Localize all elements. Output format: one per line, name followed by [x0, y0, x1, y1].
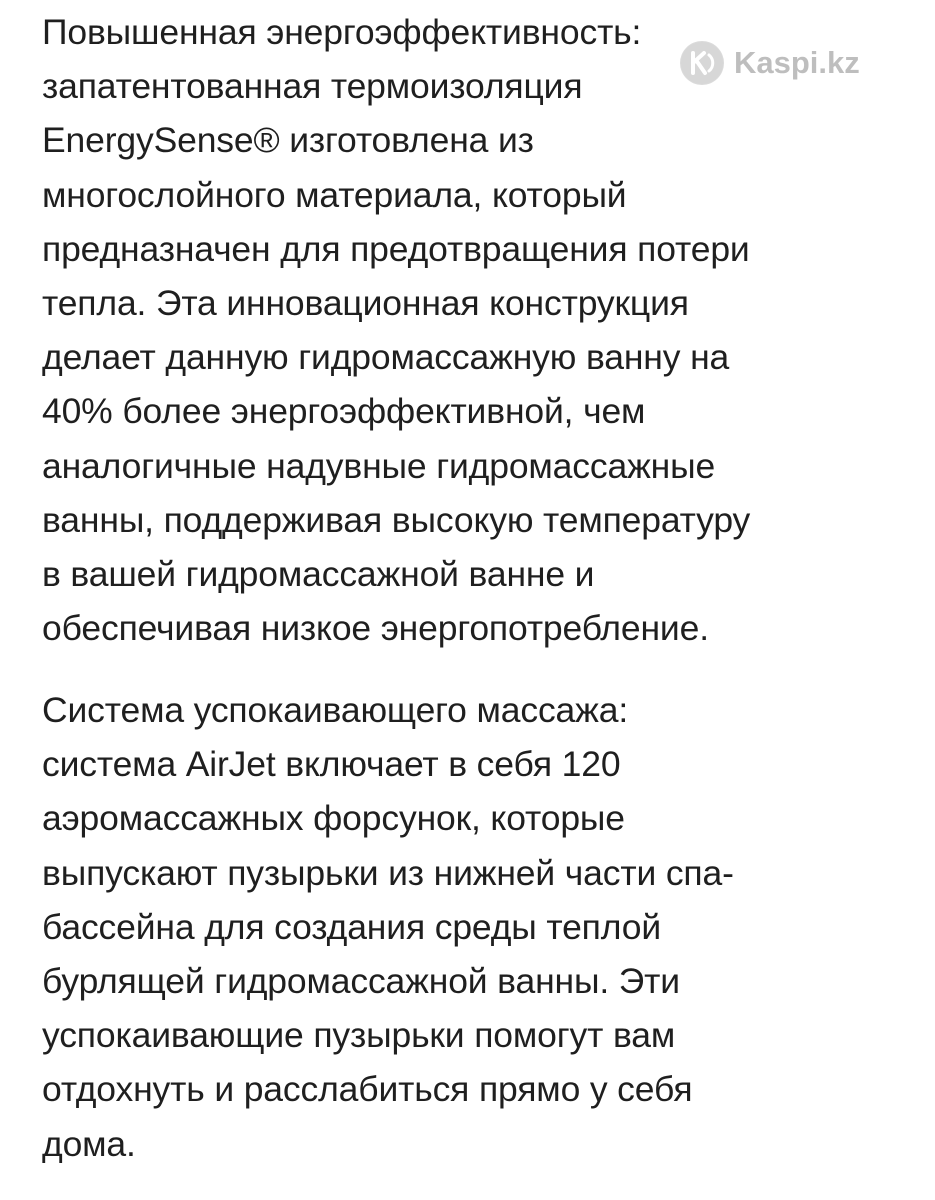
text-line: выпускают пузырьки из нижней части спа- — [42, 852, 734, 893]
text-line: ванны, поддерживая высокую температуру — [42, 499, 751, 540]
text-line: Повышенная энергоэффективность: — [42, 12, 642, 52]
text-line: запатентованная термоизоляция — [42, 66, 583, 107]
text-line: система AirJet включает в себя 120 — [42, 744, 621, 785]
text-line: аэромассажных форсунок, которые — [42, 798, 625, 839]
paragraph-energy-efficiency — [42, 5, 750, 655]
watermark-text: Kaspi.kz — [734, 45, 860, 80]
kaspi-watermark — [680, 40, 860, 86]
text-line: дома. — [42, 1123, 136, 1164]
text-line: делает данную гидромассажную ванну на — [42, 337, 730, 378]
text-line: тепла. Эта инновационная конструкция — [42, 283, 689, 324]
text-line: многослойного материала, который — [42, 174, 627, 215]
text-line: предназначен для предотвращения потери — [42, 228, 750, 269]
text-line: EnergySense® изготовлена из — [42, 120, 534, 161]
text-line: в вашей гидромассажной ванне и — [42, 554, 595, 595]
text-line: аналогичные надувные гидромассажные — [42, 445, 716, 486]
kaspi-logo-icon — [680, 41, 724, 85]
text-line: отдохнуть и расслабиться прямо у себя — [42, 1069, 693, 1110]
text-line: обеспечивая низкое энергопотребление. — [42, 608, 709, 649]
text-line: бурлящей гидромассажной ванны. Эти — [42, 961, 680, 1002]
text-line: успокаивающие пузырьки помогут вам — [42, 1015, 676, 1056]
text-line: 40% более энергоэффективной, чем — [42, 391, 646, 432]
text-line: Система успокаивающего массажа: — [42, 690, 629, 730]
text-line: бассейна для создания среды теплой — [42, 906, 661, 947]
paragraph-massage-system — [42, 683, 734, 1171]
